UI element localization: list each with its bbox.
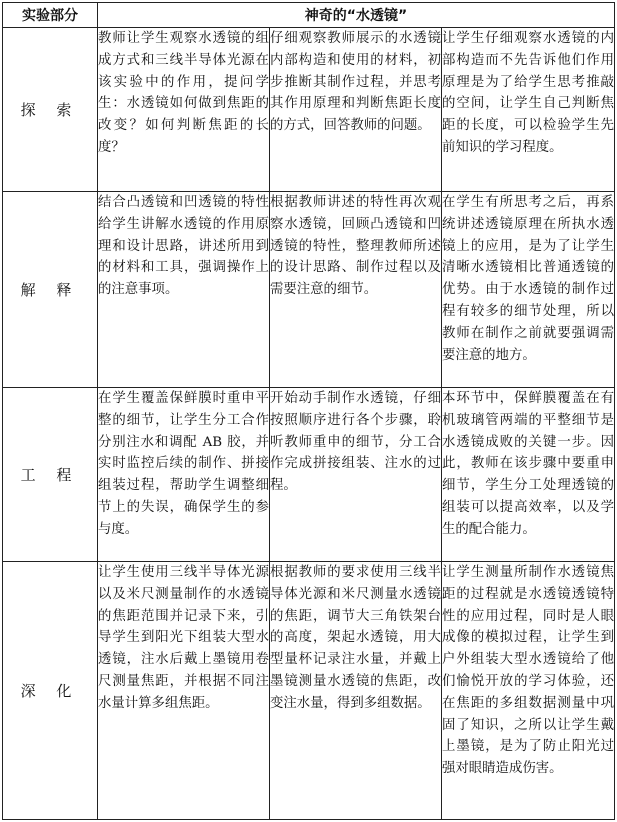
student-activity: 仔细观察教师展示的水透镜内部构造和使用的材料，初步推断其制作过程，并思考其作用原理和判断焦距长度的方式，回答教师的问题。 [270,28,442,192]
table-row-deepen [3,562,615,820]
design-intent: 在学生有所思考之后，再系统讲述透镜原理在所执水透镜上的应用，是为了让学生清晰水透镜相比普通透镜的优势。由于水透镜的制作过程有较多的细节处理，所以教师在制作之前就要强调需要注意的地方。 [442,192,615,388]
design-intent: 让学生测量所制作水透镜焦距的过程就是水透镜透镜特性的应用过程，同时是人眼成像的模拟过程，让学生到户外组装大型水透镜给了他们愉悦开放的学习体验，还在焦距的多组数据测量中巩固了知识，之所以让学生戴上墨镜，是为了防止阳光过强对眼睛造成伤害。 [442,562,615,820]
teacher-activity: 教师让学生观察水透镜的组成方式和三线半导体光源在该实验中的作用，提问学生：水透镜如何做到焦距的改变？如何判断焦距的长度？ [98,28,270,192]
section-label: 解 释 [3,192,98,388]
section-label: 探 索 [3,28,98,192]
student-activity: 根据教师的要求使用三线半导体光源和米尺测量水透镜的焦距，调节大三角铁架台的高度，架起水透镜，用大型量杯记录注水量，并戴上墨镜测量水透镜的焦距，改变注水量，得到多组数据。 [270,562,442,820]
teacher-activity: 让学生使用三线半导体光源以及米尺测量制作的水透镜的焦距范围并记录下来，引导学生到阳光下组装大型水透镜，注水后戴上墨镜用卷尺测量焦距，并根据不同注水量计算多组焦距。 [98,562,270,820]
header-section: 实验部分 [3,3,98,28]
design-intent: 本环节中，保鲜膜覆盖在有机玻璃管两端的平整细节是水透镜成败的关键一步。因此，教师在该步骤中要重申细节，学生分工处理透镜的组装可以提高效率，以及学生的配合能力。 [442,388,615,562]
header-title: 神奇的“水透镜” [98,3,615,28]
section-label: 工 程 [3,388,98,562]
lesson-table [2,2,615,820]
header-row [3,3,615,28]
table-row-explain [3,192,615,388]
design-intent: 让学生仔细观察水透镜的内部构造而不先告诉他们作用原理是为了给学生思考推敲的空间，让学生自己判断焦距的长度，可以检验学生先前知识的学习程度。 [442,28,615,192]
teacher-activity: 在学生覆盖保鲜膜时重申平整的细节，让学生分工合作分别注水和调配 AB 胶，并实时监控后续的制作、拼接组装过程，帮助学生调整细节上的失误，确保学生的参与度。 [98,388,270,562]
teacher-activity: 结合凸透镜和凹透镜的特性给学生讲解水透镜的作用原理和设计思路，讲述所用到的材料和工具，强调操作上的注意事项。 [98,192,270,388]
student-activity: 开始动手制作水透镜，仔细按照顺序进行各个步骤，聆听教师重申的细节，分工合作完成拼接组装、注水的过程。 [270,388,442,562]
table-row-engineer [3,388,615,562]
student-activity: 根据教师讲述的特性再次观察水透镜，回顾凸透镜和凹透镜的特性，整理教师所述的设计思路、制作过程以及需要注意的细节。 [270,192,442,388]
table-row-explore [3,28,615,192]
section-label: 深 化 [3,562,98,820]
